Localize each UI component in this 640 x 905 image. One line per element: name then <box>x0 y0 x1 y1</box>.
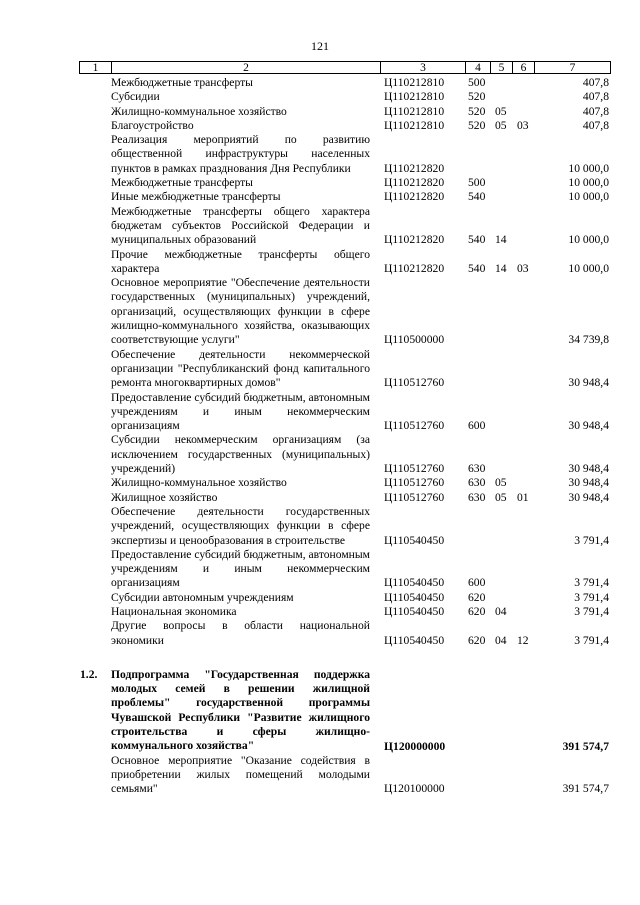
table-row <box>0 391 640 434</box>
row-code: Ц110512760 <box>384 462 445 476</box>
row-name: Субсидии <box>111 90 160 104</box>
table-row <box>0 491 640 505</box>
row-amount: 3 791,4 <box>574 533 609 547</box>
row-name: Предоставление субсидий бюджетным, автономным учреждениям и иным некоммерческим организациям <box>111 547 371 590</box>
row-number: 1.2. <box>80 667 98 681</box>
row-amount: 407,8 <box>582 118 609 132</box>
header-col-4: 4 <box>475 62 481 74</box>
row-code: Ц110212820 <box>384 190 445 204</box>
table-row <box>0 605 640 619</box>
table-row <box>0 348 640 391</box>
row-amount: 407,8 <box>582 90 609 104</box>
row-col-4: 600 <box>468 419 486 433</box>
table-row <box>0 105 640 119</box>
row-col-6: 12 <box>517 633 529 647</box>
header-col-2: 2 <box>243 62 249 74</box>
table-row <box>0 754 640 797</box>
header-col-1: 1 <box>92 62 99 74</box>
row-amount: 10 000,0 <box>568 233 609 247</box>
row-col-5: 14 <box>495 262 507 276</box>
row-name: Иные межбюджетные трансферты <box>111 190 281 204</box>
table-row <box>0 505 640 548</box>
header-col-6: 6 <box>520 62 527 74</box>
row-code: Ц110512760 <box>384 419 445 433</box>
row-col-4: 540 <box>468 233 486 247</box>
row-code: Ц110540450 <box>384 590 445 604</box>
table-row <box>0 433 640 476</box>
row-col-6: 01 <box>517 490 529 504</box>
row-amount: 30 948,4 <box>568 419 609 433</box>
row-col-4: 630 <box>468 490 486 504</box>
table-row <box>0 76 640 90</box>
row-name: Субсидии автономным учреждениям <box>111 590 294 604</box>
row-amount: 10 000,0 <box>568 190 609 204</box>
row-code: Ц110540450 <box>384 576 445 590</box>
row-amount: 30 948,4 <box>568 476 609 490</box>
row-amount: 30 948,4 <box>568 376 609 390</box>
row-col-6: 03 <box>517 262 529 276</box>
table-row <box>0 176 640 190</box>
row-amount: 407,8 <box>582 76 609 89</box>
row-col-5: 05 <box>495 118 507 132</box>
row-amount: 34 739,8 <box>568 332 609 346</box>
table-body <box>0 76 640 797</box>
row-col-4: 630 <box>468 462 486 476</box>
row-name: Межбюджетные трансферты <box>111 76 253 89</box>
row-col-4: 630 <box>468 476 486 490</box>
row-col-5: 05 <box>495 490 507 504</box>
header-col-7: 7 <box>569 62 576 74</box>
row-col-4: 520 <box>468 104 486 118</box>
row-name: Жилищное хозяйство <box>111 490 218 504</box>
row-name: Благоустройство <box>111 118 194 132</box>
row-code: Ц110212820 <box>384 262 445 276</box>
row-code: Ц110500000 <box>384 332 445 346</box>
row-amount: 3 791,4 <box>574 604 609 618</box>
table-row <box>0 90 640 104</box>
row-code: Ц110212820 <box>384 161 445 175</box>
row-col-4: 600 <box>468 576 486 590</box>
table-row <box>0 591 640 605</box>
row-amount: 10 000,0 <box>568 176 609 190</box>
table-row <box>0 248 640 277</box>
table-row <box>0 668 640 754</box>
row-col-4: 520 <box>468 90 486 104</box>
row-code: Ц110540450 <box>384 533 445 547</box>
row-name: Межбюджетные трансферты <box>111 176 253 190</box>
row-code: Ц110540450 <box>384 604 445 618</box>
row-name: Другие вопросы в области национальной экономики <box>111 619 370 647</box>
row-name: Реализация мероприятий по развитию общественной инфраструктуры населенных пунктов в рамках празднования Дня Республики <box>111 133 370 175</box>
row-amount: 30 948,4 <box>568 462 609 476</box>
table-row <box>0 276 640 347</box>
header-col-3: 3 <box>420 62 426 74</box>
row-name: Межбюджетные трансферты общего характера бюджетам субъектов Российской Федерации и муниципальных образований <box>111 204 370 247</box>
row-amount: 3 791,4 <box>574 590 609 604</box>
header-col-5: 5 <box>498 62 505 74</box>
row-amount: 391 574,7 <box>562 739 609 753</box>
row-amount: 407,8 <box>582 104 609 118</box>
row-col-4: 520 <box>468 118 486 132</box>
row-code: Ц110212810 <box>384 104 445 118</box>
row-code: Ц110540450 <box>384 633 445 647</box>
row-col-4: 500 <box>468 176 486 190</box>
row-name: Основное мероприятие "Обеспечение деятельности государственных (муниципальных) учреждений, организаций, осуществляющих функции в сфере жилищно-коммунального хозяйства, оказывающих соответствующие услуги" <box>111 276 370 347</box>
table-row <box>0 190 640 204</box>
row-code: Ц110212820 <box>384 233 445 247</box>
row-code: Ц110512760 <box>384 376 445 390</box>
row-name: Жилищно-коммунальное хозяйство <box>111 476 287 490</box>
row-col-5: 05 <box>495 476 507 490</box>
row-amount: 30 948,4 <box>568 490 609 504</box>
row-amount: 10 000,0 <box>568 161 609 175</box>
row-amount: 3 791,4 <box>574 576 609 590</box>
table-row <box>0 476 640 490</box>
row-col-4: 620 <box>468 633 486 647</box>
row-col-4: 540 <box>468 262 486 276</box>
row-code: Ц110212810 <box>384 118 445 132</box>
row-code: Ц120100000 <box>384 782 445 796</box>
row-code: Ц110212810 <box>384 76 445 89</box>
table-row <box>0 119 640 133</box>
row-amount: 3 791,4 <box>574 633 609 647</box>
table-row <box>0 205 640 248</box>
row-code: Ц110212820 <box>384 176 445 190</box>
row-name: Обеспечение деятельности некоммерческой организации "Республиканский фонд капитального ремонта многоквартирных домов" <box>111 347 370 390</box>
row-col-4: 620 <box>468 604 486 618</box>
table-row <box>0 133 640 176</box>
row-code: Ц110512760 <box>384 490 445 504</box>
row-name: Подпрограмма "Государственная поддержка молодых семей в решении жилищной проблемы" государственной программы Чувашской Республики "Развитие жилищного строительства и сферы жилищно-коммунального хозяйства" <box>111 667 370 753</box>
table-header <box>79 61 611 74</box>
row-name: Обеспечение деятельности государственных учреждений, осуществляющих функции в сфере экспертизы и ценообразования в строительстве <box>111 504 370 547</box>
row-col-5: 04 <box>495 604 507 618</box>
table-row <box>0 619 640 648</box>
row-col-5: 05 <box>495 104 507 118</box>
row-col-4: 500 <box>468 76 486 89</box>
row-spacer <box>0 648 640 668</box>
row-name: Прочие межбюджетные трансферты общего характера <box>111 247 370 275</box>
row-col-4: 540 <box>468 190 486 204</box>
row-amount: 391 574,7 <box>562 782 609 796</box>
row-name: Жилищно-коммунальное хозяйство <box>111 104 287 118</box>
row-name: Предоставление субсидий бюджетным, автономным учреждениям и иным некоммерческим организациям <box>111 390 371 433</box>
row-code: Ц110212810 <box>384 90 445 104</box>
row-col-6: 03 <box>517 118 529 132</box>
row-name: Субсидии некоммерческим организациям (за исключением государственных (муниципальных) учреждений) <box>111 433 370 476</box>
row-col-4: 620 <box>468 590 486 604</box>
page-number: 121 <box>311 39 329 53</box>
row-code: Ц120000000 <box>384 739 446 753</box>
row-code: Ц110512760 <box>384 476 445 490</box>
row-amount: 10 000,0 <box>568 262 609 276</box>
table-row <box>0 548 640 591</box>
row-col-5: 04 <box>495 633 507 647</box>
row-name: Основное мероприятие "Оказание содействия в приобретении жилых помещений молодыми семьями" <box>111 753 370 796</box>
row-col-5: 14 <box>495 233 507 247</box>
row-name: Национальная экономика <box>111 604 237 618</box>
